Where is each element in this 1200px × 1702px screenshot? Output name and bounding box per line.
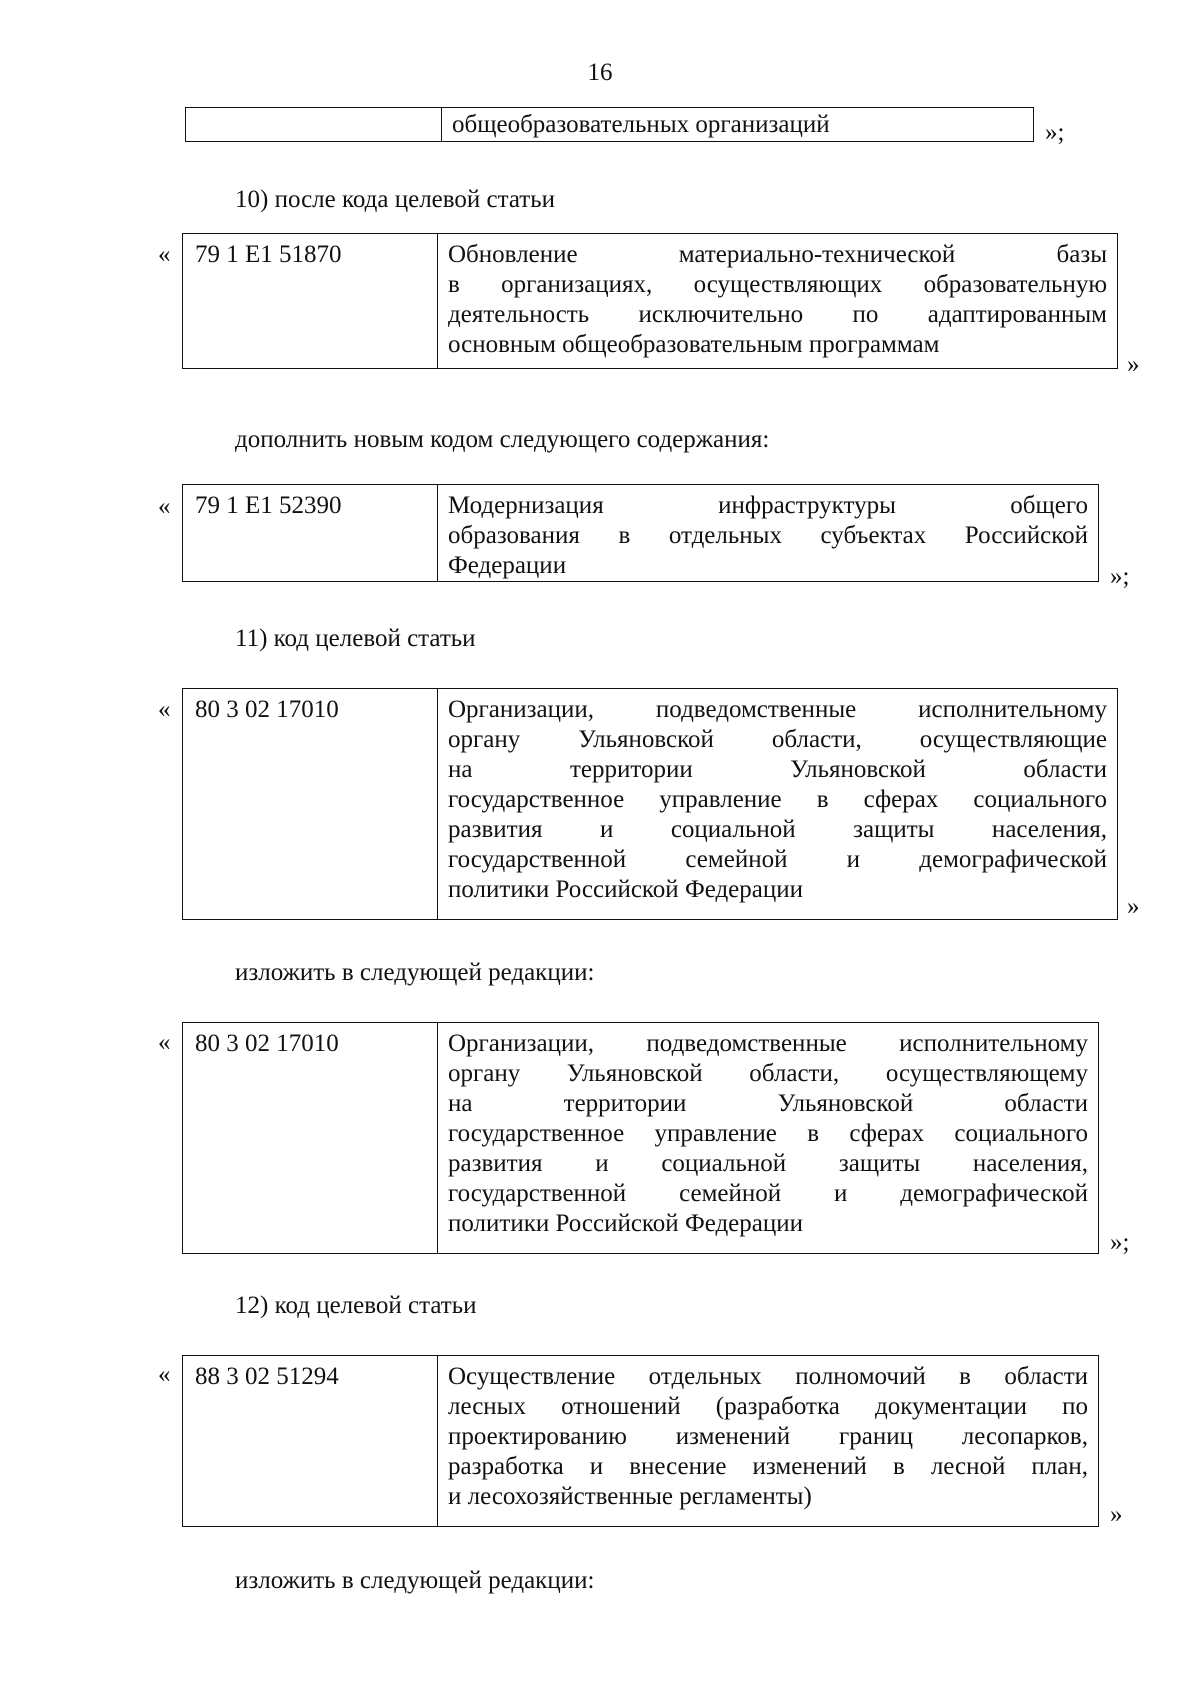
- code-cell: 88 3 02 51294: [183, 1356, 438, 1526]
- closing-quote: »;: [1045, 119, 1065, 146]
- opening-quote: «: [158, 696, 171, 723]
- description-line: в организациях, осуществляющих образовательную: [448, 271, 1107, 298]
- description-line: развития и социальной защиты населения,: [448, 1150, 1088, 1177]
- item-12-heading: 12) код целевой статьи: [235, 1292, 477, 1319]
- description-line: государственное управление в сферах социального: [448, 1120, 1088, 1147]
- description-line: Обновление материально-технической базы: [448, 241, 1107, 268]
- opening-quote: «: [158, 493, 171, 520]
- description-line: разработка и внесение изменений в лесной план,: [448, 1453, 1088, 1480]
- add-code-text: дополнить новым кодом следующего содержания:: [235, 426, 770, 453]
- code-cell: 79 1 Е1 51870: [183, 234, 438, 368]
- closing-quote: »;: [1110, 563, 1130, 590]
- description-line: политики Российской Федерации: [448, 1210, 804, 1237]
- code-cell: 79 1 Е1 52390: [183, 485, 438, 581]
- closing-quote: »: [1110, 1501, 1123, 1528]
- description-line: государственное управление в сферах социального: [448, 786, 1107, 813]
- description-line: развития и социальной защиты населения,: [448, 816, 1107, 843]
- table-row-continuation: [185, 107, 1034, 142]
- description-line: на территории Ульяновской области: [448, 756, 1107, 783]
- item-11-heading: 11) код целевой статьи: [235, 625, 476, 652]
- description-line: Организации, подведомственные исполнительному: [448, 1030, 1088, 1057]
- code-cell: 80 3 02 17010: [183, 689, 438, 919]
- table-row-79-1-e1-52390: [182, 484, 1099, 582]
- description-line: политики Российской Федерации: [448, 876, 804, 903]
- description-cell: [438, 1023, 1098, 1253]
- code-cell: [186, 108, 442, 141]
- closing-quote: »: [1127, 351, 1140, 378]
- opening-quote: «: [158, 241, 171, 268]
- description-line: деятельность исключительно по адаптированным: [448, 301, 1107, 328]
- description-line: органу Ульяновской области, осуществляющие: [448, 726, 1107, 753]
- description-cell: [442, 108, 1033, 141]
- closing-quote: »: [1127, 893, 1140, 920]
- description-line: Осуществление отдельных полномочий в области: [448, 1363, 1088, 1390]
- table-row-79-1-e1-51870: [182, 233, 1118, 369]
- description-line: общеобразовательных организаций: [452, 111, 830, 138]
- opening-quote: «: [158, 1361, 171, 1388]
- table-row-88-3-02-51294: [182, 1355, 1099, 1527]
- description-line: Организации, подведомственные исполнительному: [448, 696, 1107, 723]
- description-line: органу Ульяновской области, осуществляющему: [448, 1060, 1088, 1087]
- description-cell: [438, 1356, 1098, 1526]
- item-10-heading: 10) после кода целевой статьи: [235, 186, 556, 213]
- description-line: Федерации: [448, 552, 567, 579]
- edit-text: изложить в следующей редакции:: [235, 959, 595, 986]
- description-line: основным общеобразовательным программам: [448, 331, 940, 358]
- opening-quote: «: [158, 1029, 171, 1056]
- description-line: проектированию изменений границ лесопарков,: [448, 1423, 1088, 1450]
- closing-quote: »;: [1110, 1229, 1130, 1256]
- description-line: образования в отдельных субъектах Российской: [448, 522, 1088, 549]
- description-cell: [438, 689, 1117, 919]
- description-line: на территории Ульяновской области: [448, 1090, 1088, 1117]
- description-line: лесных отношений (разработка документации по: [448, 1393, 1088, 1420]
- table-row-80-3-02-17010-new: [182, 1022, 1099, 1254]
- description-line: Модернизация инфраструктуры общего: [448, 492, 1088, 519]
- description-cell: [438, 485, 1098, 581]
- edit-text: изложить в следующей редакции:: [235, 1567, 595, 1594]
- description-line: государственной семейной и демографической: [448, 846, 1107, 873]
- code-cell: 80 3 02 17010: [183, 1023, 438, 1253]
- description-line: и лесохозяйственные регламенты): [448, 1483, 812, 1510]
- description-cell: [438, 234, 1117, 368]
- table-row-80-3-02-17010-old: [182, 688, 1118, 920]
- description-line: государственной семейной и демографической: [448, 1180, 1088, 1207]
- page-number: 16: [587, 59, 613, 86]
